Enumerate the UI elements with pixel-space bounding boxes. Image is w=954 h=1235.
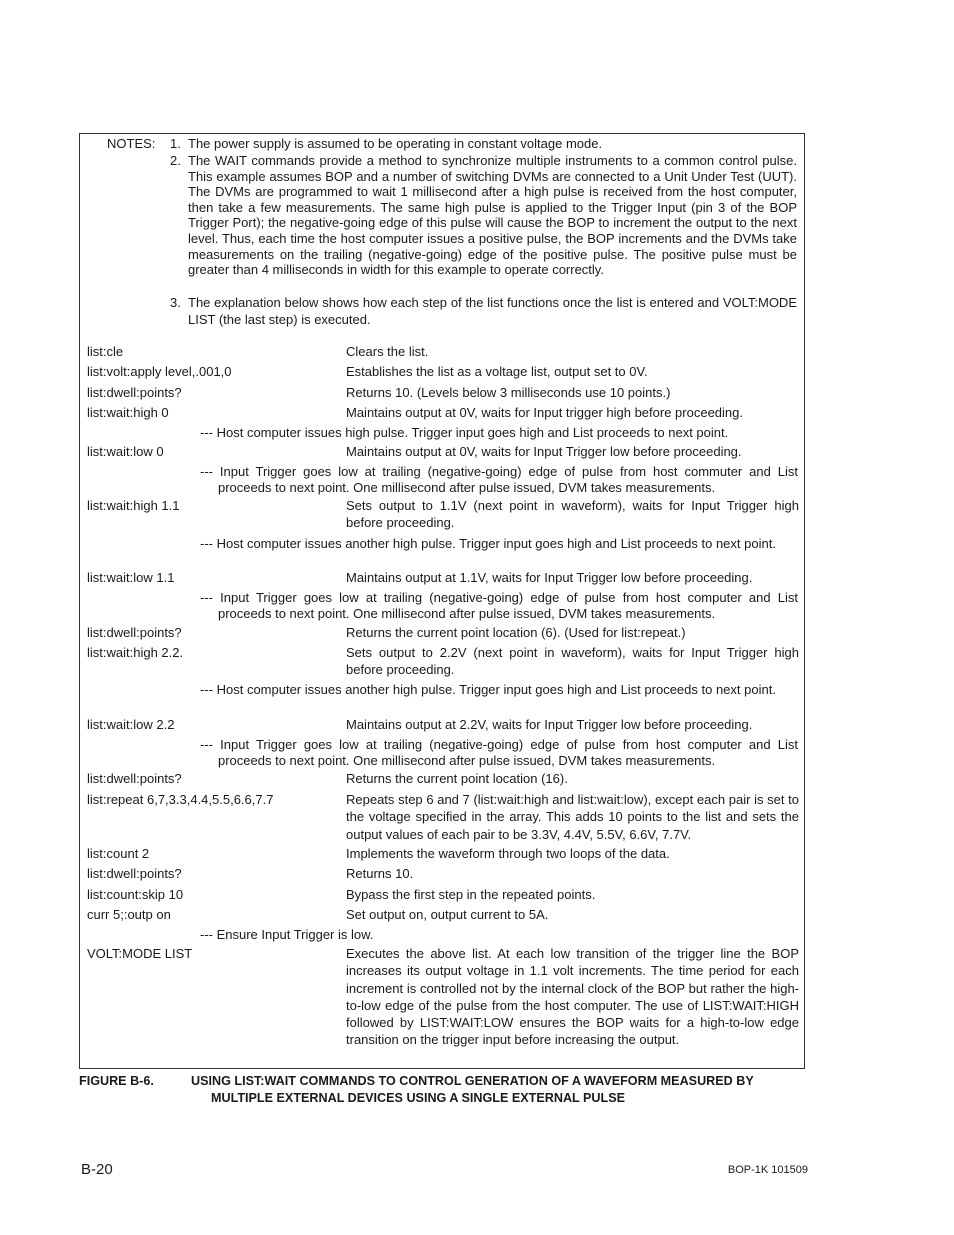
step-description: Returns 10. (Levels below 3 milliseconds use 10 points.) — [346, 385, 671, 400]
step-row — [87, 343, 799, 360]
event-note — [200, 927, 798, 943]
step-description: Maintains output at 0V, waits for Input trigger high before proceeding. — [346, 405, 743, 420]
step-command: list:wait:low 1.1 — [87, 570, 175, 585]
note-2 — [170, 153, 797, 278]
step-row — [87, 569, 799, 586]
figure-frame — [79, 133, 805, 1069]
event-note — [200, 682, 798, 698]
step-description: Repeats step 6 and 7 (list:wait:high and list:wait:low), except each pair is set to the voltage specified in the array. This adds 10 points to the list and sets the output values of each pair to be 3.3V, 4.4V, 5.5V, 6.6V, 7.7V. — [346, 792, 799, 842]
notes-heading: NOTES: — [107, 136, 156, 151]
step-description: Returns 10. — [346, 866, 414, 881]
event-note — [200, 590, 798, 622]
step-row — [87, 791, 799, 843]
event-text: --- Input Trigger goes low at trailing (negative-going) edge of pulse from host computer and List proceeds to next point. One millisecond after pulse issued, DVM takes measurements. — [200, 590, 798, 621]
step-description: Implements the waveform through two loops of the data. — [346, 846, 670, 861]
step-row — [87, 945, 799, 1049]
event-text: --- Input Trigger goes low at trailing (negative-going) edge of pulse from host commuter and List proceeds to next point. One millisecond after pulse issued, DVM takes measurements. — [200, 464, 798, 495]
step-description: Maintains output at 0V, waits for Input Trigger low before proceeding. — [346, 444, 742, 459]
step-command: list:wait:high 0 — [87, 405, 169, 420]
event-text: --- Host computer issues another high pulse. Trigger input goes high and List proceeds to next point. — [200, 682, 776, 697]
step-description: Clears the list. — [346, 344, 429, 359]
note-3 — [170, 294, 797, 328]
figure-title-line-1: USING LIST:WAIT COMMANDS TO CONTROL GENERATION OF A WAVEFORM MEASURED BY — [191, 1074, 754, 1088]
step-row — [87, 624, 799, 641]
step-row — [87, 865, 799, 882]
step-command: curr 5;:outp on — [87, 907, 171, 922]
step-row — [87, 644, 799, 679]
step-command: list:wait:high 1.1 — [87, 498, 180, 513]
step-command: list:dwell:points? — [87, 385, 182, 400]
document-id: BOP-1K 101509 — [727, 1164, 808, 1176]
step-row — [87, 716, 799, 733]
step-command: VOLT:MODE LIST — [87, 946, 193, 961]
note-text: The explanation below shows how each step of the list functions once the list is entered and VOLT:MODE LIST (the last step) is executed. — [188, 295, 797, 327]
step-command: list:wait:low 2.2 — [87, 717, 175, 732]
note-text: The WAIT commands provide a method to synchronize multiple instruments to a common control pulse. This example assumes BOP and a number of switching DVMs are connected to a Unit Under Test (UUT). The DVMs are programmed to wait 1 millisecond after a high pulse is received from the host computer, then take a few measurements. The same high pulse is applied to the Trigger Input (pin 3 of the BOP Trigger Port); the negative-going edge of this pulse will cause the BOP to increment the output to the next level. Thus, each time the host computer issues a positive pulse, the BOP increments and the DVMs take measurements on the trailing (negative-going) edge of the positive pulse. The positive pulse must be greater than 4 milliseconds in width for this example to operate correctly. — [188, 153, 797, 278]
step-row — [87, 497, 799, 532]
step-command: list:count 2 — [87, 846, 150, 861]
page-number: B-20 — [81, 1161, 113, 1178]
event-note — [200, 464, 798, 496]
step-row — [87, 404, 799, 421]
step-row — [87, 443, 799, 460]
figure-label: FIGURE B-6. — [79, 1074, 154, 1088]
step-command: list:count:skip 10 — [87, 887, 184, 902]
step-description: Maintains output at 1.1V, waits for Input Trigger low before proceeding. — [346, 570, 753, 585]
event-note — [200, 425, 798, 441]
event-text: --- Host computer issues another high pulse. Trigger input goes high and List proceeds to next point. — [200, 536, 776, 551]
step-command: list:dwell:points? — [87, 625, 182, 640]
step-description: Sets output to 2.2V (next point in waveform), waits for Input Trigger high before proceeding. — [346, 645, 799, 678]
event-text: --- Host computer issues high pulse. Trigger input goes high and List proceeds to next point. — [200, 425, 729, 440]
step-description: Bypass the first step in the repeated points. — [346, 887, 596, 902]
step-command: list:wait:high 2.2. — [87, 645, 184, 660]
step-command: list:dwell:points? — [87, 866, 182, 881]
note-text: The power supply is assumed to be operating in constant voltage mode. — [188, 136, 603, 151]
step-description: Executes the above list. At each low transition of the trigger line the BOP increases its output voltage in 1.1 volt increments. The time period for each increment is controlled not by the internal clock of the BOP but rather the high-to-low edge of the pulse from the host computer. The use of LIST:WAIT:HIGH followed by LIST:WAIT:LOW ensures the BOP waits for a high-to-low edge transition on the trigger input before increasing the output. — [346, 946, 799, 1048]
step-command: list:repeat 6,7,3.3,4.4,5.5,6.6,7.7 — [87, 792, 274, 807]
note-number: 2. — [170, 153, 181, 168]
event-note — [200, 536, 798, 552]
note-number: 1. — [170, 136, 181, 151]
step-description: Maintains output at 2.2V, waits for Input Trigger low before proceeding. — [346, 717, 753, 732]
step-description: Sets output to 1.1V (next point in waveform), waits for Input Trigger high before proceeding. — [346, 498, 799, 531]
step-command: list:wait:low 0 — [87, 444, 164, 459]
event-text: --- Ensure Input Trigger is low. — [200, 927, 374, 942]
step-row — [87, 384, 799, 401]
note-number: 3. — [170, 295, 181, 310]
step-command: list:volt:apply level,.001,0 — [87, 364, 232, 379]
note-1 — [170, 136, 797, 152]
figure-title-line-2: MULTIPLE EXTERNAL DEVICES USING A SINGLE EXTERNAL PULSE — [211, 1091, 626, 1105]
step-command: list:cle — [87, 344, 124, 359]
step-description: Set output on, output current to 5A. — [346, 907, 549, 922]
step-row — [87, 770, 799, 787]
step-command: list:dwell:points? — [87, 771, 182, 786]
event-note — [200, 737, 798, 769]
step-row — [87, 845, 799, 862]
step-description: Returns the current point location (6). (Used for list:repeat.) — [346, 625, 686, 640]
step-row — [87, 886, 799, 903]
step-description: Establishes the list as a voltage list, output set to 0V. — [346, 364, 648, 379]
event-text: --- Input Trigger goes low at trailing (negative-going) edge of pulse from host computer and List proceeds to next point. One millisecond after pulse issued, DVM takes measurements. — [200, 737, 798, 768]
step-description: Returns the current point location (16). — [346, 771, 568, 786]
step-row — [87, 363, 799, 380]
step-row — [87, 906, 799, 923]
